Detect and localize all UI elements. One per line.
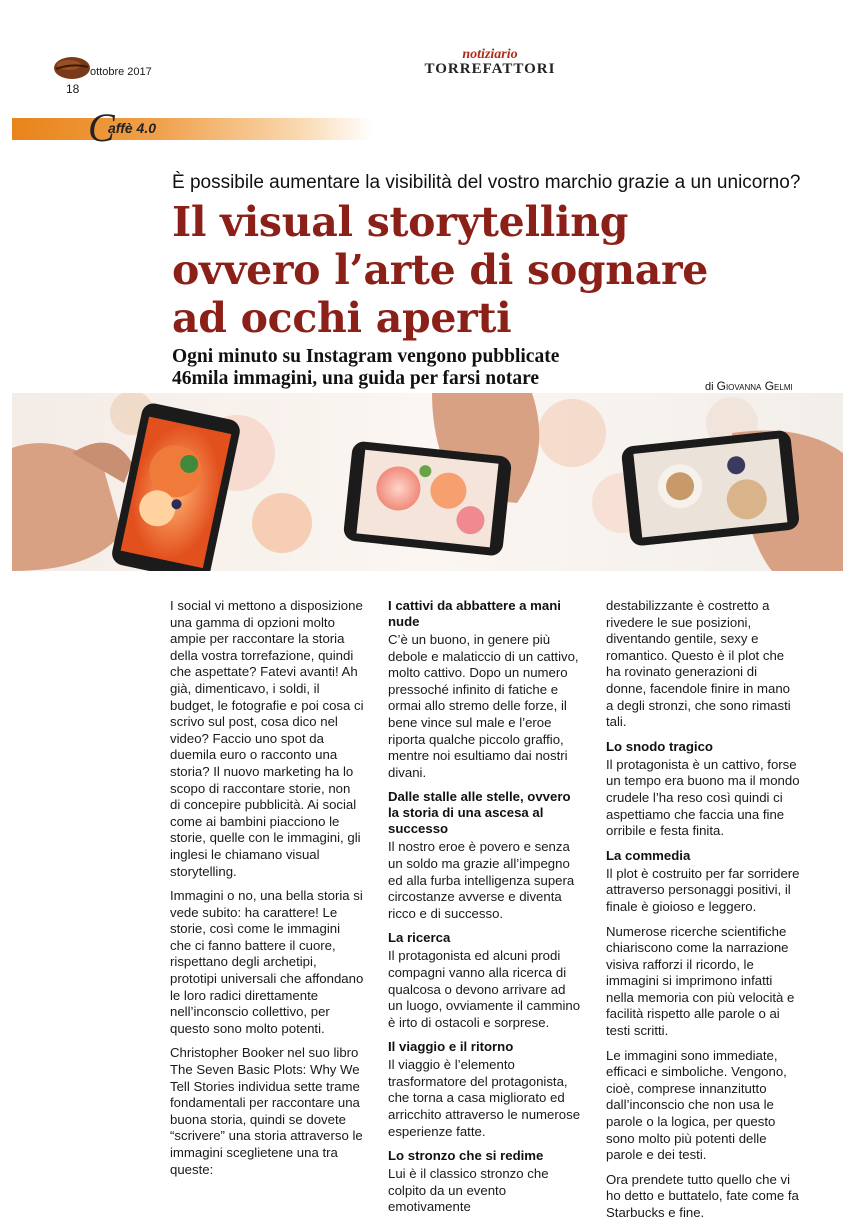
issue-date: ottobre 2017 (90, 66, 152, 78)
paragraph: Il protagonista è un cattivo, forse un tempo era buono ma il mondo crudele l’ha reso così quindi ci aspettiamo che faccia una fine orribile e festa finita. (606, 756, 800, 839)
title-line: ovvero l’arte di sognare (172, 246, 709, 294)
section-label: affè 4.0 (108, 120, 156, 136)
masthead-title: TORREFATTORI (424, 61, 556, 77)
article-kicker: È possibile aumentare la visibilità del vostro marchio grazie a un unicorno? (172, 172, 801, 193)
subheading: I cattivi da abbattere a mani nude (388, 598, 561, 629)
section-band (12, 118, 372, 140)
column-2 (388, 598, 582, 1224)
paragraph: Le immagini sono immediate, efficaci e simboliche. Vengono, cioè, comprese innanzitutto dall’inconscio che non usa le parole o la logica, per questo sono molto più potenti delle parole e dei testi. (606, 1047, 787, 1163)
byline-prefix: di (705, 381, 714, 393)
byline (705, 379, 793, 393)
standfirst-line: Ogni minuto su Instagram vengono pubblicate (172, 346, 560, 367)
subheading: Dalle stalle alle stelle, ovvero la storia di una ascesa al successo (388, 789, 571, 837)
paragraph: Lui è il classico stronzo che colpito da un evento emotivamente (388, 1166, 549, 1215)
title-line: ad occhi aperti (172, 294, 512, 342)
paragraph: I social vi mettono a disposizione una gamma di opzioni molto ampie per raccontare la storia della vostra torrefazione, quindi che aspettate? Fatevi avanti! Ah già, dimenticavo, i soldi, il budget, le fotografie e poi cosa ci scrivo sul post, cosa dico nel video? Faccio uno spot da duemila euro o racconto una storia? Il nuovo marketing ha lo scopo di raccontare storie, non di concepire pubblicità. Ai social come ai bambini piacciono le storie, quelle con le immagini, gli inglesi le chiamano visual storytelling. (170, 598, 364, 879)
subheading: Il viaggio e il ritorno (388, 1039, 514, 1055)
column-1 (170, 598, 364, 1186)
paragraph: Il viaggio è l’elemento trasformatore del protagonista, che torna a casa migliorato ed arricchito attraverso le numerose esperienze fatte. (388, 1057, 581, 1139)
title-line: Il visual storytelling (172, 198, 629, 246)
subheading: La commedia (606, 847, 691, 863)
hero-photo (12, 393, 843, 571)
paragraph: Il protagonista ed alcuni prodi compagni vanno alla ricerca di qualcosa o devono arrivare ad un luogo, ovviamente il cammino è irto di ostacoli e sorprese. (388, 948, 581, 1030)
paragraph: Il plot è costruito per far sorridere attraverso personaggi positivi, il finale è gioioso e leggero. (606, 865, 800, 914)
paragraph: Il nostro eroe è povero e senza un soldo ma grazie all’impegno ed alla furba intelligenza supera circostanze avverse e diventa ricco e di successo. (388, 839, 575, 921)
paragraph: C’è un buono, in genere più debole e malaticcio di un cattivo, molto cattivo. Dopo un numero pressoché infinito di fatiche e ormai allo stremo delle forze, il bene vince sul male e l’eroe riporta qualche piccolo graffio, mentre noi esultiamo dai nostri divani. (388, 632, 579, 780)
column-3 (606, 598, 800, 1230)
standfirst-line: 46mila immagini, una guida per farsi notare (172, 368, 540, 389)
paragraph: Immagini o no, una bella storia si vede subito: ha carattere! Le storie, così come le immagini che ci fanno battere il cuore, rispettano degli archetipi, prototipi universali che affondano le loro radici direttamente nell’inconscio collettivo, per questo sono molto potenti. (170, 888, 364, 1036)
article-standfirst (172, 346, 692, 390)
section-initial: C (88, 105, 115, 150)
paragraph: Numerose ricerche scientifiche chiariscono come la narrazione visiva rafforzi il ricordo, le immagini si imprimono infatti nella memoria con più velocità e facilità rispetto alle parole o ai testi scritti. (606, 923, 795, 1039)
paragraph: destabilizzante è costretto a rivedere le sue posizioni, diventando gentile, sexy e romantico. Questo è il plot che ha rovinato generazioni di donne, facendole finire in mano a degli stronzi, che sono rimasti tali. (606, 598, 791, 730)
paragraph: Ora prendete tutto quello che vi ho detto e buttatelo, fate come fa Starbucks e fine. (606, 1171, 799, 1220)
byline-author: Giovanna Gelmi (716, 379, 793, 393)
masthead (400, 48, 580, 77)
masthead-top: notiziario (462, 47, 518, 62)
paragraph: Christopher Booker nel suo libro The Seven Basic Plots: Why We Tell Stories individua sette trame fondamentali per raccontare una buona storia, quindi se dovete “scrivere” una storia attraverso le immagini sceglietene una tra queste: (170, 1045, 363, 1177)
page-number: 18 (66, 82, 80, 96)
article-title (172, 198, 832, 342)
subheading: Lo snodo tragico (606, 738, 713, 754)
subheading: Lo stronzo che si redime (388, 1148, 544, 1164)
subheading: La ricerca (388, 930, 451, 946)
coffee-bean-logo-icon (52, 55, 92, 81)
